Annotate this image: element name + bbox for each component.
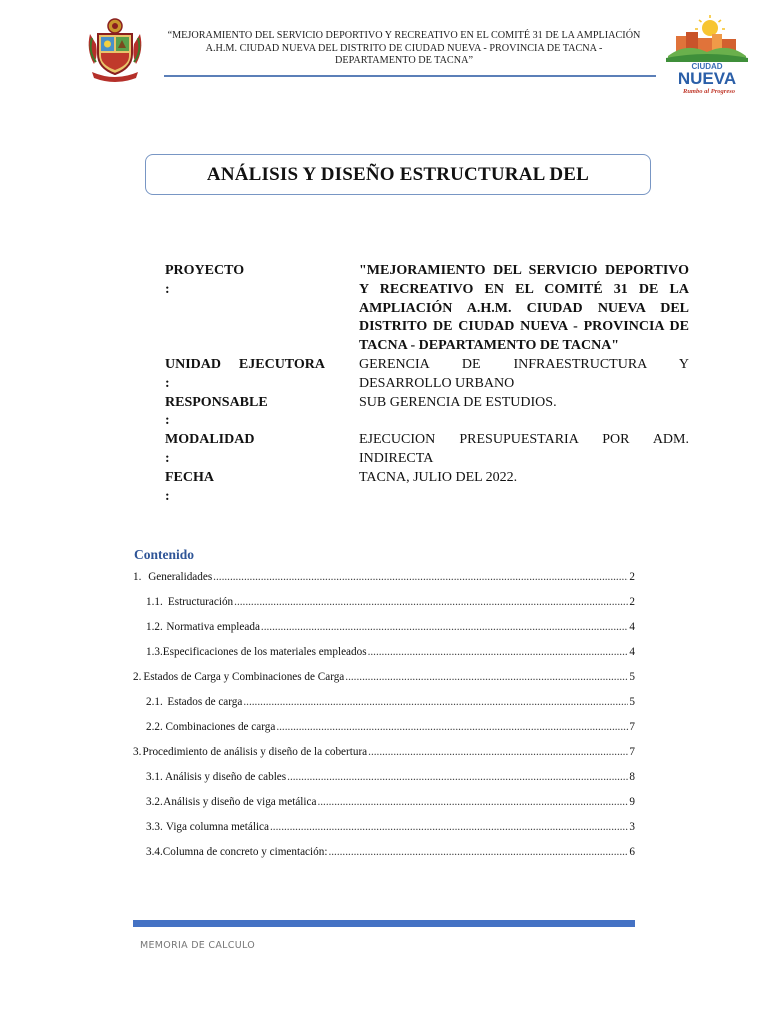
toc-leader-dots: [276, 721, 628, 733]
toc-entry-title: Normativa empleada: [166, 620, 260, 633]
toc-entry-number: 1.1.: [146, 595, 163, 608]
svg-text:CIUDAD: CIUDAD: [691, 62, 723, 71]
toc-entry-number: 1.3.: [146, 645, 163, 658]
modalidad-value-line1: EJECUCION PRESUPUESTARIA POR ADM.: [359, 432, 689, 448]
toc-entry-page: 4: [629, 620, 635, 633]
fecha-value: TACNA, JULIO DEL 2022.: [359, 469, 518, 485]
document-title-box: [145, 154, 651, 195]
toc-entry-title: Combinaciones de carga: [165, 720, 276, 733]
toc-entry-number: 2.: [133, 670, 142, 683]
toc-entry[interactable]: [133, 739, 635, 764]
unidad-label: UNIDAD EJECUTORA: [165, 356, 325, 372]
header-line-3: DEPARTAMENTO DE TACNA”: [335, 55, 473, 66]
responsable-value: SUB GERENCIA DE ESTUDIOS.: [359, 394, 557, 410]
info-row-responsable: [165, 394, 689, 432]
toc-entry-number: 3.: [133, 745, 142, 758]
toc-entry-page: 7: [629, 720, 635, 733]
info-row-proyecto: [165, 262, 689, 356]
toc-leader-dots: [368, 746, 628, 758]
toc-entry-title: Columna de concreto y cimentación:: [162, 845, 328, 858]
header-divider: [164, 75, 656, 77]
toc-entry-page: 9: [629, 795, 635, 808]
toc-entry-number: 2.1.: [146, 695, 163, 708]
responsable-colon: :: [165, 413, 170, 429]
toc-entry[interactable]: [133, 564, 635, 589]
toc-leader-dots: [345, 671, 628, 683]
toc-leader-dots: [243, 696, 628, 708]
table-of-contents: [133, 564, 635, 864]
proyecto-value: "MEJORAMIENTO DEL SERVICIO DEPORTIVO Y RECREATIVO EN EL COMITÉ 31 DE LA AMPLIACIÓN A.H.M. CIUDAD NUEVA DEL DISTRITO DE CIUDAD NUEVA - PROVINCIA DE TACNA - DEPARTAMENTO DE TACNA": [359, 263, 689, 354]
toc-entry-page: 2: [629, 570, 635, 583]
toc-leader-dots: [287, 771, 628, 783]
toc-entry-title: Análisis y diseño de cables: [164, 770, 287, 783]
toc-entry[interactable]: [133, 689, 635, 714]
toc-entry[interactable]: [133, 664, 635, 689]
svg-text:NUEVA: NUEVA: [677, 69, 737, 88]
info-row-fecha: [165, 469, 689, 507]
toc-entry-number: 3.1.: [146, 770, 163, 783]
toc-entry-number: 3.3.: [146, 820, 163, 833]
toc-entry-page: 5: [629, 670, 635, 683]
toc-entry-number: 2.2.: [146, 720, 163, 733]
toc-leader-dots: [261, 621, 629, 633]
toc-entry-title: Análisis y diseño de viga metálica: [163, 795, 317, 808]
responsable-label: RESPONSABLE: [165, 394, 268, 410]
toc-entry-title: Estados de carga: [167, 695, 243, 708]
toc-entry-page: 4: [629, 645, 635, 658]
toc-entry[interactable]: [133, 789, 635, 814]
info-row-unidad: [165, 356, 689, 394]
unidad-colon: :: [165, 375, 170, 391]
toc-entry[interactable]: [133, 714, 635, 739]
toc-entry-page: 5: [629, 695, 635, 708]
unidad-value-line2: DESARROLLO URBANO: [359, 375, 515, 391]
toc-entry-title: Estados de Carga y Combinaciones de Carga: [143, 670, 345, 683]
toc-heading: Contenido: [134, 547, 195, 562]
ciudad-nueva-logo: [664, 12, 750, 96]
toc-entry-number: 3.4.: [146, 845, 163, 858]
toc-entry[interactable]: [133, 589, 635, 614]
toc-leader-dots: [317, 796, 628, 808]
header-line-2: A.H.M. CIUDAD NUEVA DEL DISTRITO DE CIUDAD NUEVA - PROVINCIA DE TACNA -: [205, 42, 603, 54]
toc-entry-number: 3.2.: [146, 795, 163, 808]
toc-entry-page: 3: [629, 820, 635, 833]
unidad-value-line1: GERENCIA DE INFRAESTRUCTURA Y: [359, 356, 689, 372]
toc-entry-title: Estructuración: [167, 595, 234, 608]
info-row-modalidad: [165, 431, 689, 469]
toc-entry[interactable]: [133, 764, 635, 789]
proyecto-colon: :: [165, 281, 170, 297]
project-info-block: [165, 262, 689, 506]
toc-entry-title: Especificaciones de los materiales empleados: [162, 645, 367, 658]
toc-leader-dots: [234, 596, 628, 608]
header-line-1: “MEJORAMIENTO DEL SERVICIO DEPORTIVO Y RECREATIVO EN EL COMITÉ 31 DE LA AMPLIACIÓN: [167, 30, 641, 41]
toc-entry[interactable]: [133, 839, 635, 864]
toc-entry-title: Viga columna metálica: [165, 820, 269, 833]
toc-entry[interactable]: [133, 614, 635, 639]
modalidad-value-line2: INDIRECTA: [359, 450, 434, 466]
modalidad-colon: :: [165, 450, 170, 466]
fecha-label: FECHA: [165, 469, 214, 485]
toc-entry-title: Procedimiento de análisis y diseño de la cobertura: [142, 745, 368, 758]
toc-entry-page: 7: [629, 745, 635, 758]
toc-leader-dots: [270, 821, 628, 833]
toc-entry-number: 1.2.: [146, 620, 163, 633]
proyecto-label: PROYECTO: [165, 263, 245, 278]
footer-label: MEMORIA DE CALCULO: [140, 940, 255, 951]
toc-entry[interactable]: [133, 639, 635, 664]
toc-entry-page: 2: [629, 595, 635, 608]
fecha-colon: :: [165, 488, 170, 504]
toc-entry[interactable]: [133, 814, 635, 839]
modalidad-label: MODALIDAD: [165, 432, 255, 448]
document-title: ANÁLISIS Y DISEÑO ESTRUCTURAL DEL: [206, 163, 590, 185]
toc-leader-dots: [328, 846, 628, 858]
footer-bar: [133, 920, 635, 927]
toc-leader-dots: [213, 571, 628, 583]
toc-entry-page: 6: [629, 845, 635, 858]
toc-entry-page: 8: [629, 770, 635, 783]
toc-entry-number: 1.: [133, 570, 142, 583]
toc-entry-title: Generalidades: [148, 570, 213, 583]
municipal-shield-logo: [84, 16, 146, 82]
toc-leader-dots: [368, 646, 629, 658]
svg-text:Rumbo al Progreso: Rumbo al Progreso: [682, 88, 736, 95]
document-header-title: [160, 30, 648, 68]
